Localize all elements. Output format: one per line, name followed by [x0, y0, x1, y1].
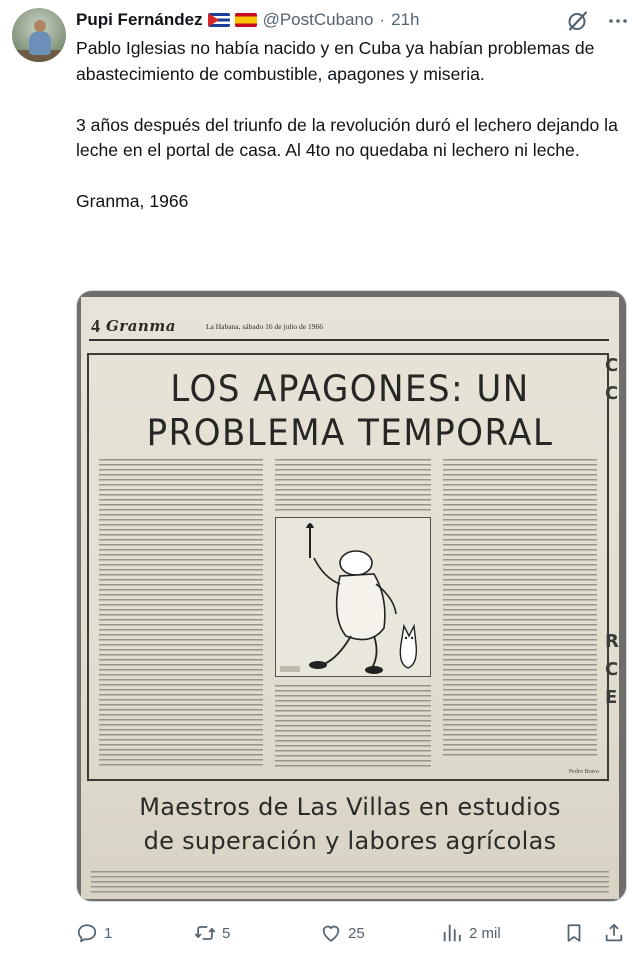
tweet-paragraph: Pablo Iglesias no había nacido y en Cuba ya habían problemas de abastecimiento de combustible, apagones y miseria.: [76, 38, 595, 84]
repost-icon: [194, 922, 216, 944]
grok-icon[interactable]: [566, 9, 590, 33]
second-article-text: [91, 871, 609, 895]
newspaper-masthead: [91, 315, 323, 337]
bookmark-button[interactable]: [563, 918, 585, 948]
article-text-block: [99, 459, 263, 767]
views-icon: [441, 922, 463, 944]
illustration-credit: Pedro Bravo: [568, 769, 599, 775]
tweet-paragraph: Granma, 1966: [76, 191, 189, 211]
second-headline-line1: Maestros de Las Villas en estudios: [139, 793, 561, 821]
adjacent-article-edge: [605, 355, 619, 735]
edge-letter: C: [605, 383, 619, 404]
tweet-media-image[interactable]: [76, 290, 627, 902]
avatar-figure-body: [29, 31, 51, 55]
edge-letter: E: [605, 687, 618, 708]
share-button[interactable]: [603, 918, 625, 948]
article-text-block: [275, 685, 431, 767]
repost-count: 5: [222, 924, 231, 942]
article-columns: [99, 459, 597, 769]
article-headline-line1: LOS APAGONES: UN: [170, 367, 530, 411]
like-button[interactable]: [320, 918, 365, 948]
article-box: [87, 353, 609, 781]
edge-letter: C: [605, 659, 619, 680]
avatar-figure-head: [34, 20, 46, 32]
cartoon-illustration: [275, 517, 431, 677]
cartoon-drawing: [276, 518, 430, 676]
more-icon[interactable]: [606, 9, 630, 33]
reply-count: 1: [104, 924, 113, 942]
tweet-actions: [76, 918, 628, 948]
article-text-block: [443, 459, 597, 759]
avatar[interactable]: [12, 8, 66, 62]
page-number: 4: [91, 315, 100, 336]
tweet-paragraph: 3 años después del triunfo de la revolución duró el lechero dejando la leche en el portal de casa. Al 4to no quedaba ni lechero ni leche.: [76, 114, 618, 160]
newspaper-dateline: La Habana, sábado 16 de julio de 1966: [205, 321, 323, 331]
bookmark-icon: [563, 922, 585, 944]
like-icon: [320, 922, 342, 944]
article-column: [99, 459, 263, 769]
header-separator: ·: [379, 10, 386, 29]
tweet-header: [76, 8, 419, 32]
masthead-rule: [89, 339, 609, 341]
edge-letter: C: [605, 355, 619, 376]
reply-button[interactable]: [76, 918, 112, 948]
tweet-text: [76, 36, 624, 215]
article-text-block: [275, 459, 431, 511]
edge-spacer: [605, 411, 619, 631]
share-icon: [603, 922, 625, 944]
repost-button[interactable]: [194, 918, 230, 948]
cuba-flag-icon: [208, 13, 230, 27]
author-name[interactable]: Pupi Fernández: [76, 10, 203, 29]
second-headline-line2: de superación y labores agrícolas: [143, 827, 557, 855]
views-button[interactable]: [441, 918, 501, 948]
views-count: 2 mil: [469, 924, 501, 942]
newspaper-name: Granma: [106, 317, 176, 335]
article-column: [443, 459, 597, 769]
edge-letter: R: [605, 631, 619, 652]
tweet-time[interactable]: 21h: [391, 10, 420, 29]
newspaper-page: [81, 297, 619, 899]
spain-flag-icon: [235, 13, 257, 27]
author-handle[interactable]: @PostCubano: [262, 10, 374, 29]
article-headline-line2: PROBLEMA TEMPORAL: [146, 411, 554, 455]
like-count: 25: [348, 924, 365, 942]
reply-icon: [76, 922, 98, 944]
